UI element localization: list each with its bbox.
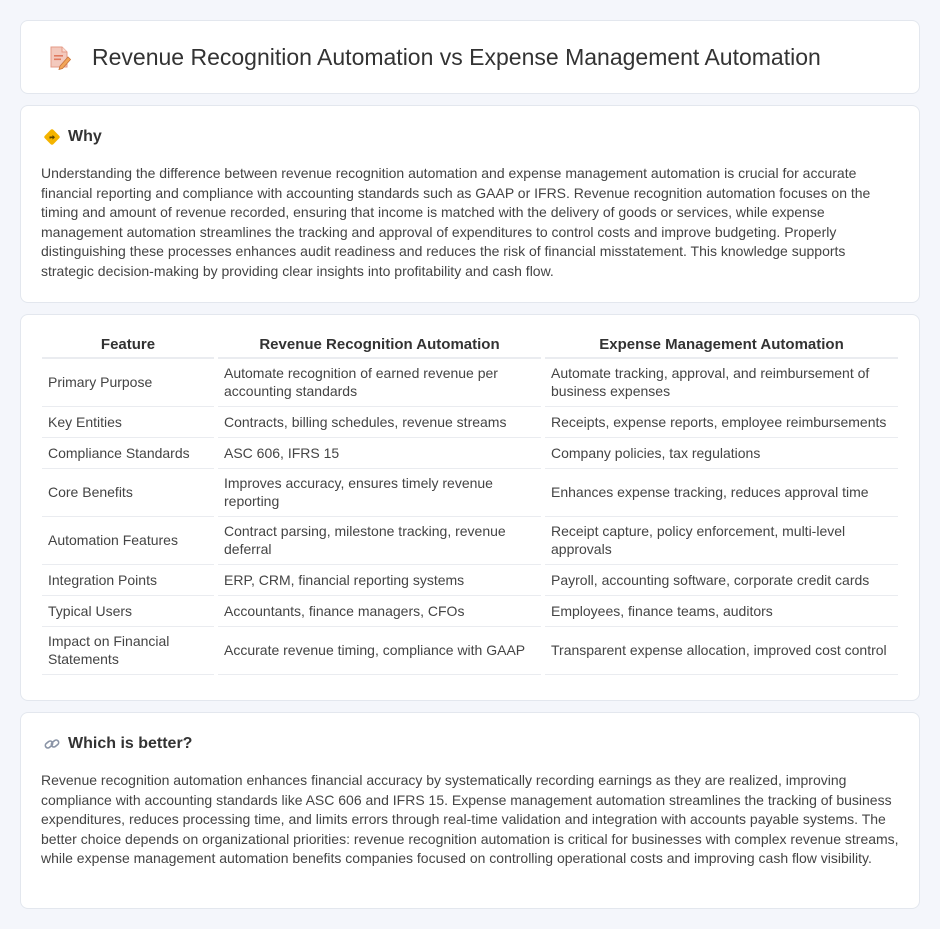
header-card — [20, 20, 920, 94]
feature-cell: Core Benefits — [42, 468, 216, 516]
revenue-cell: Contracts, billing schedules, revenue streams — [216, 406, 543, 437]
feature-cell: Primary Purpose — [42, 358, 216, 406]
header-revenue: Revenue Recognition Automation — [216, 332, 543, 358]
expense-cell: Employees, finance teams, auditors — [543, 595, 898, 626]
better-heading: Which is better? — [68, 735, 193, 752]
expense-cell: Transparent expense allocation, improved cost control — [543, 626, 898, 674]
revenue-cell: ERP, CRM, financial reporting systems — [216, 564, 543, 595]
expense-cell: Receipt capture, policy enforcement, multi-level approvals — [543, 516, 898, 564]
table-row — [42, 564, 898, 595]
which-is-better-section — [20, 712, 920, 909]
table-header-row — [42, 332, 898, 358]
better-text: Revenue recognition automation enhances financial accuracy by systematically recording earnings as they are realized, improving compliance with accounting standards like ASC 606 and IFRS 15. Expense management automation streamlines the tracking of business expenditures, reduces processing time, and limits errors through real-time validation and integration with accounts payable systems. The better choice depends on organizational priorities: revenue recognition automation is critical for businesses with complex revenue streams, while expense management automation benefits companies focused on controlling operational costs and improving cash flow visibility. — [41, 772, 899, 867]
table-row — [42, 595, 898, 626]
why-text: Understanding the difference between revenue recognition automation and expense management automation is crucial for accurate financial reporting and compliance with accounting standards such as GAAP or IFRS. Revenue recognition automation focuses on the timing and amount of revenue recorded, ensuring that income is matched with the delivery of goods or services, while expense management automation streamlines the tracking and approval of expenditures to control costs and improve budgeting. Properly distinguishing these processes enhances audit readiness and reduces the risk of financial misstatement. This knowledge supports strategic decision-making by providing clear insights into profitability and cash flow. — [41, 165, 871, 279]
header-expense: Expense Management Automation — [543, 332, 898, 358]
table-row — [42, 468, 898, 516]
revenue-cell: Accountants, finance managers, CFOs — [216, 595, 543, 626]
revenue-cell: Automate recognition of earned revenue per accounting standards — [216, 358, 543, 406]
header-feature: Feature — [42, 332, 216, 358]
table-row — [42, 626, 898, 674]
table-row — [42, 516, 898, 564]
expense-cell: Automate tracking, approval, and reimbursement of business expenses — [543, 358, 898, 406]
table-row — [42, 406, 898, 437]
feature-cell: Integration Points — [42, 564, 216, 595]
table-row — [42, 358, 898, 406]
revenue-cell: ASC 606, IFRS 15 — [216, 437, 543, 468]
revenue-cell: Improves accuracy, ensures timely revenue reporting — [216, 468, 543, 516]
diamond-sign-icon — [43, 128, 61, 146]
page-title: Revenue Recognition Automation vs Expense Management Automation — [92, 43, 821, 70]
why-heading: Why — [68, 128, 102, 145]
feature-cell: Typical Users — [42, 595, 216, 626]
expense-cell: Payroll, accounting software, corporate credit cards — [543, 564, 898, 595]
link-icon — [43, 735, 61, 753]
feature-cell: Key Entities — [42, 406, 216, 437]
feature-cell: Impact on Financial Statements — [42, 626, 216, 674]
expense-cell: Receipts, expense reports, employee reimbursements — [543, 406, 898, 437]
why-section — [20, 105, 920, 303]
document-edit-icon — [46, 44, 72, 70]
feature-cell: Compliance Standards — [42, 437, 216, 468]
feature-cell: Automation Features — [42, 516, 216, 564]
expense-cell: Enhances expense tracking, reduces approval time — [543, 468, 898, 516]
table-row — [42, 437, 898, 468]
expense-cell: Company policies, tax regulations — [543, 437, 898, 468]
comparison-table — [42, 332, 898, 675]
revenue-cell: Accurate revenue timing, compliance with GAAP — [216, 626, 543, 674]
revenue-cell: Contract parsing, milestone tracking, revenue deferral — [216, 516, 543, 564]
